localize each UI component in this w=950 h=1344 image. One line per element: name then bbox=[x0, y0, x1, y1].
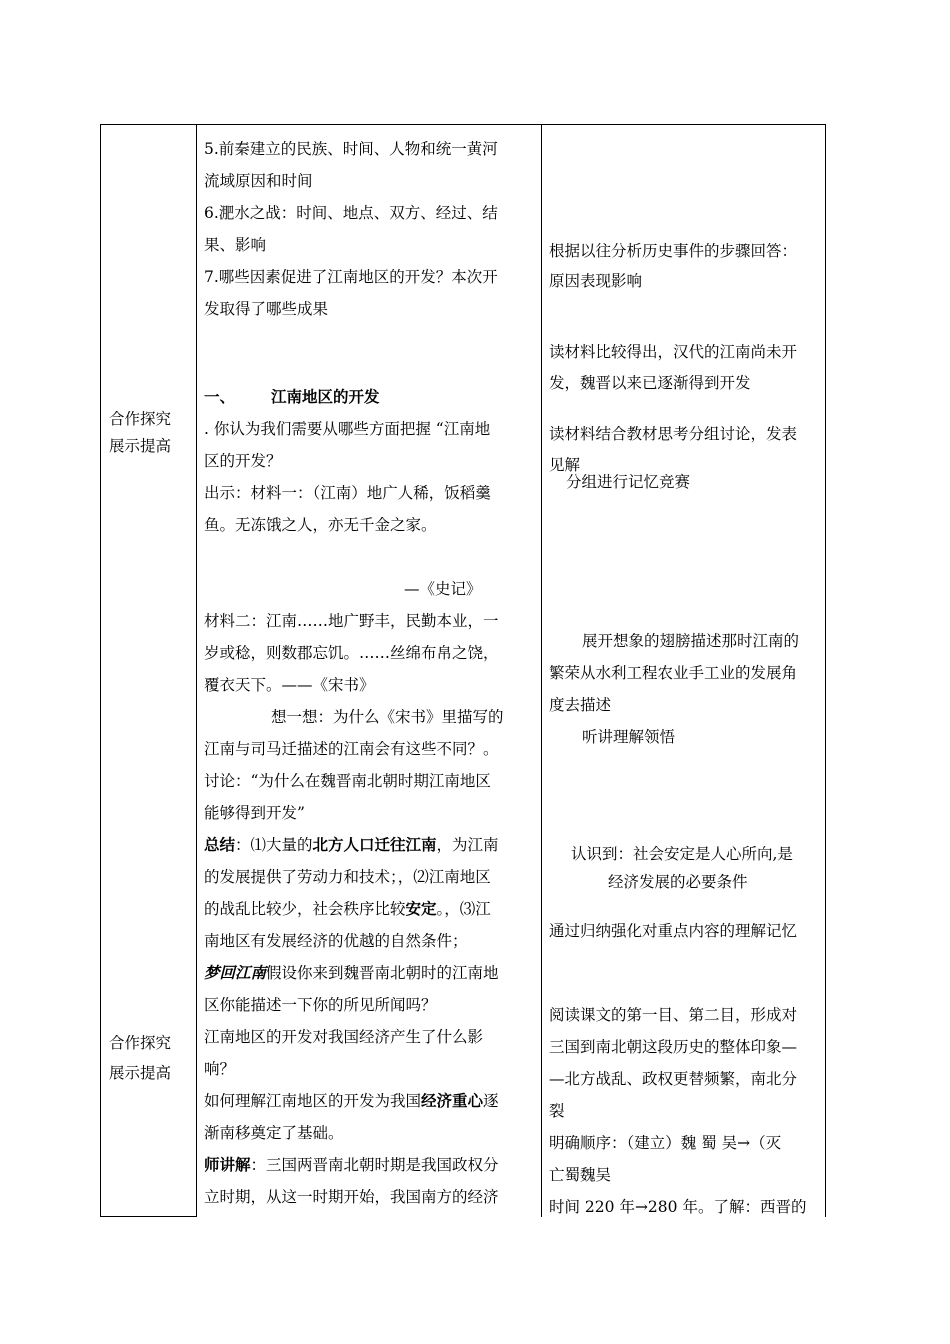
text-line: 响？ bbox=[204, 1060, 236, 1078]
stage-label-1-line1: 合作探究 bbox=[109, 410, 172, 428]
text-line: 见解 bbox=[549, 456, 581, 474]
summary-line bbox=[204, 829, 499, 861]
text-line: 裂 bbox=[549, 1102, 565, 1120]
section-title: 江南地区的开发 bbox=[271, 387, 380, 406]
question-5-line1: 5.前秦建立的民族、时间、人物和统一黄河 bbox=[204, 140, 498, 158]
text-line: . 你认为我们需要从哪些方面把握 “江南地 bbox=[204, 420, 491, 438]
text-line: —北方战乱、政权更替频繁，南北分 bbox=[549, 1070, 798, 1088]
text-line: 阅读课文的第一目、第二目，形成对 bbox=[549, 1006, 798, 1024]
text-line: 渐南移奠定了基础。 bbox=[204, 1124, 344, 1142]
text-line: 原因表现影响 bbox=[549, 272, 643, 290]
text-line: 听讲理解领悟 bbox=[582, 728, 676, 746]
text-line: 根据以往分析历史事件的步骤回答： bbox=[549, 242, 798, 260]
emphasis-text: 师讲解 bbox=[204, 1155, 251, 1174]
stage-label-2-line1: 合作探究 bbox=[109, 1034, 172, 1052]
text-line: 覆衣天下。——《宋书》 bbox=[204, 676, 375, 694]
text-span: 。，⑶江 bbox=[436, 900, 491, 918]
text-line: 三国到南北朝这段历史的整体印象— bbox=[549, 1038, 798, 1056]
text-span: ：三国两晋南北朝时期是我国政权分 bbox=[250, 1156, 499, 1174]
text-line: 能够得到开发” bbox=[204, 804, 305, 822]
question-7-line2: 发取得了哪些成果 bbox=[204, 300, 329, 318]
text-line: 通过归纳强化对重点内容的理解记忆 bbox=[549, 922, 798, 940]
text-line: 时间 220 年→280 年。了解：西晋的 bbox=[549, 1198, 807, 1216]
text-line bbox=[204, 1085, 499, 1117]
column1-bottom-border bbox=[101, 1216, 196, 1217]
text-line: 江南地区的开发对我国经济产生了什么影 bbox=[204, 1028, 484, 1046]
text-span: ，为江南 bbox=[436, 836, 499, 854]
text-line: 南地区有发展经济的优越的自然条件； bbox=[204, 932, 468, 950]
stage-label-2-line2: 展示提高 bbox=[109, 1064, 172, 1082]
text-line: 经济发展的必要条件 bbox=[608, 873, 748, 891]
text-line: 江南与司马迁描述的江南会有这些不同？。 bbox=[204, 740, 499, 758]
column-divider-1 bbox=[196, 125, 197, 1217]
text-line: 发，魏晋以来已逐渐得到开发 bbox=[549, 374, 751, 392]
text-line: 鱼。无冻饿之人，亦无千金之家。 bbox=[204, 516, 437, 534]
text-line: 的发展提供了劳动力和技术；，⑵江南地区 bbox=[204, 868, 491, 886]
question-6-line1: 6.淝水之战：时间、地点、双方、经过、结 bbox=[204, 204, 498, 222]
text-line: 亡蜀魏吴 bbox=[549, 1166, 612, 1184]
text-span: 的战乱比较少，社会秩序比较 bbox=[204, 900, 406, 918]
text-span: 如何理解江南地区的开发为我国 bbox=[204, 1092, 422, 1110]
text-line: 读材料结合教材思考分组讨论，发表 bbox=[549, 425, 798, 443]
emphasis-text: 安定 bbox=[405, 899, 437, 918]
text-line: 出示：材料一：（江南）地广人稀，饭稻羹 bbox=[204, 484, 491, 502]
text-span: 假设你来到魏晋南北朝时的江南地 bbox=[266, 964, 499, 982]
question-5-line2: 流域原因和时间 bbox=[204, 172, 313, 190]
column-divider-2 bbox=[541, 125, 542, 1217]
section-number: 一、 bbox=[204, 387, 236, 406]
summary-label: 总结 bbox=[204, 835, 236, 854]
stage-label-1-line2: 展示提高 bbox=[109, 437, 172, 455]
text-line: 明确顺序：（建立）魏 蜀 吴→（灭 bbox=[549, 1134, 782, 1152]
text-span: 逐 bbox=[483, 1092, 499, 1110]
text-line: 认识到：社会安定是人心所向,是 bbox=[571, 845, 793, 863]
text-line: 材料二：江南……地广野丰，民勤本业，一 bbox=[204, 612, 499, 630]
text-line bbox=[204, 893, 491, 925]
text-line: 分组进行记忆竞赛 bbox=[566, 473, 691, 491]
text-line bbox=[204, 1149, 499, 1181]
text-line: 区的开发？ bbox=[204, 452, 282, 470]
emphasis-text: 梦回江南 bbox=[204, 963, 267, 982]
text-line: 区你能描述一下你的所见所闻吗？ bbox=[204, 996, 437, 1014]
text-line: 度去描述 bbox=[549, 696, 612, 714]
text-line: 展开想象的翅膀描述那时江南的 bbox=[582, 632, 800, 650]
text-line: 立时期，从这一时期开始，我国南方的经济 bbox=[204, 1188, 499, 1206]
emphasis-text: 经济重心 bbox=[421, 1091, 484, 1110]
source-citation: —《史记》 bbox=[404, 580, 482, 598]
text-line: 岁或稔，则数郡忘饥。……丝绵布帛之饶， bbox=[204, 644, 499, 662]
text-line bbox=[204, 957, 499, 989]
text-span: ：⑴大量的 bbox=[235, 836, 313, 854]
text-line: 想一想：为什么《宋书》里描写的 bbox=[271, 708, 504, 726]
text-line: 繁荣从水利工程农业手工业的发展角 bbox=[549, 664, 798, 682]
question-6-line2: 果、影响 bbox=[204, 236, 267, 254]
emphasis-text: 北方人口迁往江南 bbox=[312, 835, 437, 854]
question-7-line1: 7.哪些因素促进了江南地区的开发？本次开 bbox=[204, 268, 498, 286]
text-line: 读材料比较得出，汉代的江南尚未开 bbox=[549, 343, 798, 361]
text-line: 讨论：“为什么在魏晋南北朝时期江南地区 bbox=[204, 772, 491, 790]
